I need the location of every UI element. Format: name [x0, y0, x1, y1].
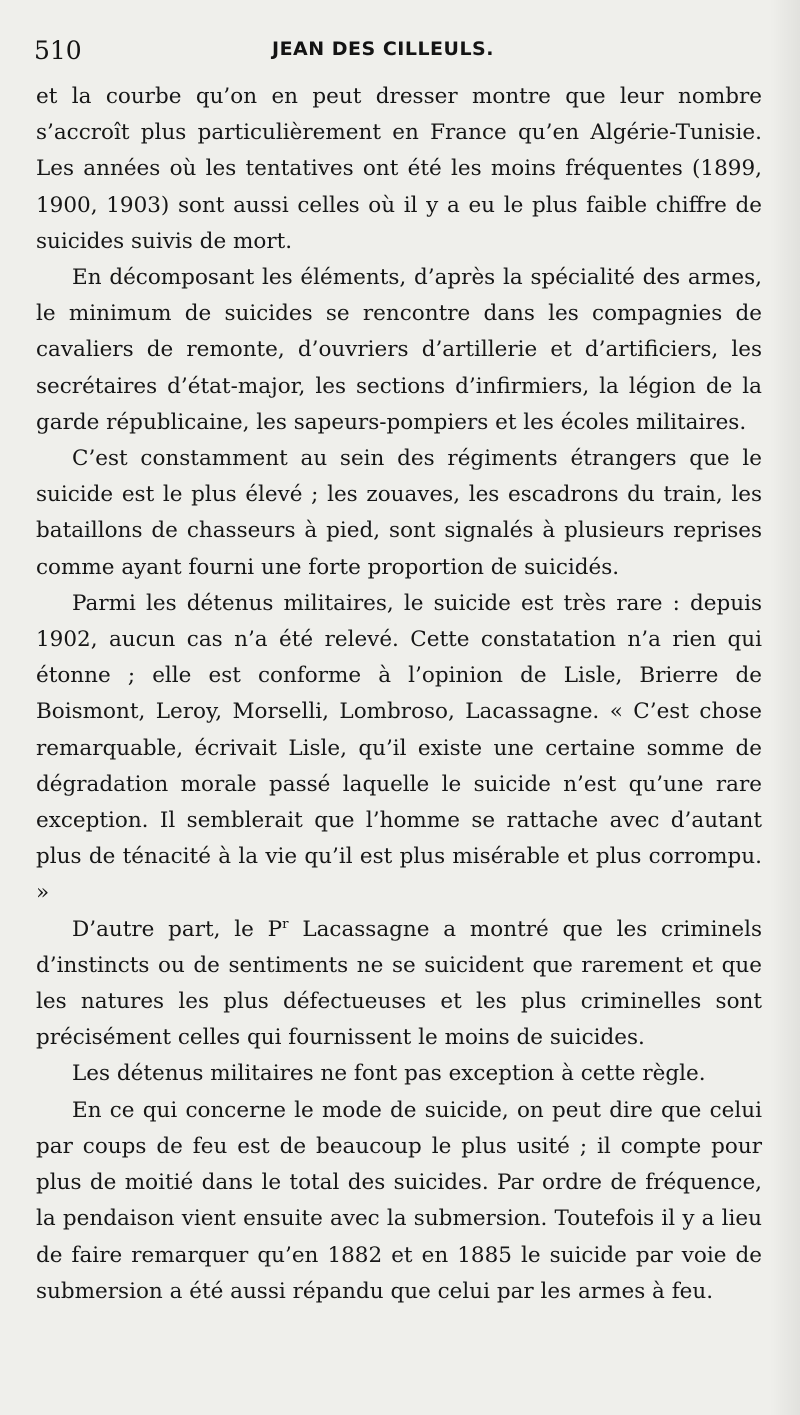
paragraph-5-start: D’autre part, le P	[72, 916, 283, 942]
paragraph-4: Parmi les détenus militaires, le suicide est très rare : depuis 1902, aucun cas n’a été relevé. Cette constatation n’a rien qui étonne ; elle est conforme à l’opinion de Lisle, Brierre de Boismont, Leroy, Morselli, Lombroso, Lacassagne. « C’est chose remarquable, écrivait Lisle, qu’il existe une certaine somme de dégradation morale passé laquelle le suicide n’est qu’une rare exception. Il semblerait que l’homme se rattache avec d’autant plus de ténacité à la vie qu’il est plus misérable et plus corrompu. »	[36, 590, 762, 906]
paragraph-5-rest: Lacassagne a montré que les criminels d’instincts ou de sentiments ne se suicident que rarement et que les natures les plus défectueuses et les plus criminelles sont précisément celles qui fournissent le moins de suicides.	[36, 916, 762, 1051]
professor-abbrev-superscript: r	[282, 916, 289, 932]
paragraph-5	[36, 912, 762, 1057]
paragraph-3: C’est constamment au sein des régiments étrangers que le suicide est le plus élevé ; les zouaves, les escadrons du train, les bataillons de chasseurs à pied, sont signalés à plusieurs reprises comme ayant fourni une forte proportion de suicidés.	[36, 446, 762, 580]
running-title: JEAN DES CILLEULS.	[272, 38, 494, 60]
body-text	[36, 79, 762, 1310]
paragraph-6: Les détenus militaires ne font pas exception à cette règle.	[72, 1061, 706, 1087]
page-number: 510	[34, 36, 82, 65]
paragraph-1: et la courbe qu’on en peut dresser montre que leur nombre s’accroît plus particulièrement en France qu’en Algérie-Tunisie. Les années où les tentatives ont été les moins fréquentes (1899, 1900, 1903) sont aussi celles où il y a eu le plus faible chiffre de suicides suivis de mort.	[36, 84, 762, 254]
paragraph-2: En décomposant les éléments, d’après la spécialité des armes, le minimum de suicides se rencontre dans les compagnies de cavaliers de remonte, d’ouvriers d’artillerie et d’artificiers, les secrétaires d’état-major, les sections d’infirmiers, la légion de la garde républicaine, les sapeurs-pompiers et les écoles militaires.	[36, 265, 762, 435]
page-edge-shadow	[770, 0, 800, 1415]
paragraph-7: En ce qui concerne le mode de suicide, on peut dire que celui par coups de feu est de beaucoup le plus usité ; il compte pour plus de moitié dans le total des suicides. Par ordre de fréquence, la pendaison vient ensuite avec la submersion. Toutefois il y a lieu de faire remarquer qu’en 1882 et en 1885 le suicide par voie de submersion a été aussi répandu que celui par les armes à feu.	[36, 1097, 762, 1304]
page-header	[34, 36, 774, 72]
